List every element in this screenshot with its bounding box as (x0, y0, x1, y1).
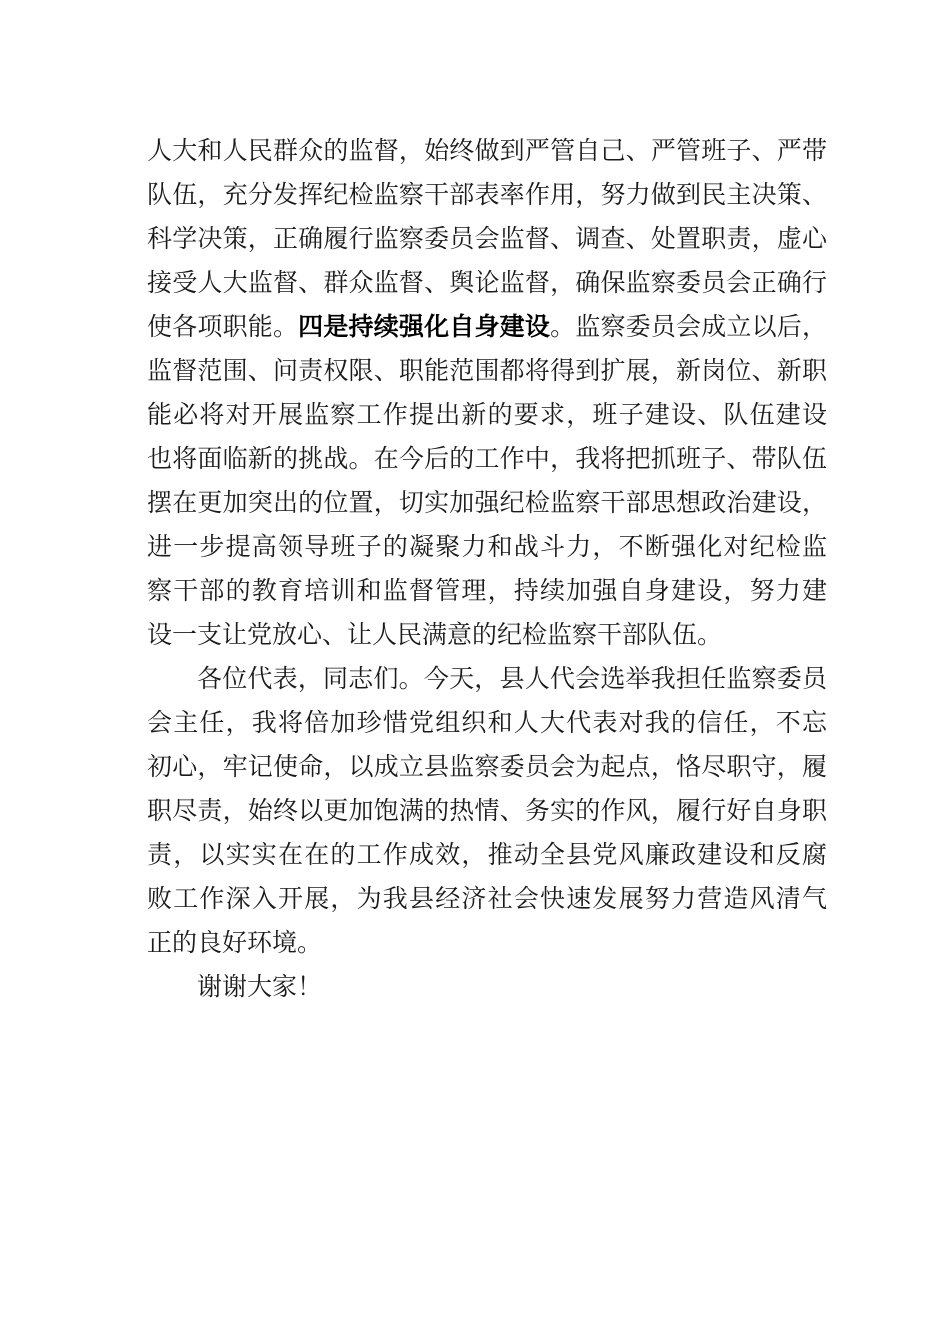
text-line: 进一步提高领导班子的凝聚力和战斗力，不断强化对纪检监 (147, 532, 827, 561)
text-line: 设一支让党放心、让人民满意的纪检监察干部队伍。 (147, 620, 723, 649)
text-line: 会主任，我将倍加珍惜党组织和人大代表对我的信任，不忘 (147, 708, 827, 737)
text-line: 各位代表，同志们。今天，县人代会选举我担任监察委员 (197, 664, 827, 693)
text-line: 察干部的教育培训和监督管理，持续加强自身建设，努力建 (147, 576, 827, 605)
text-line: 也将面临新的挑战。在今后的工作中，我将把抓班子、带队伍 (147, 444, 827, 473)
bold-heading: 四是持续强化自身建设 (298, 312, 551, 341)
document-body (147, 129, 827, 1009)
text-line (147, 305, 827, 349)
text-line: 监督范围、问责权限、职能范围都将得到扩展，新岗位、新职 (147, 356, 827, 385)
text-line: 能必将对开展监察工作提出新的要求，班子建设、队伍建设 (147, 400, 827, 429)
text-line: 接受人大监督、群众监督、舆论监督，确保监察委员会正确行 (147, 268, 827, 297)
text-line: 职尽责，始终以更加饱满的热情、务实的作风，履行好自身职 (147, 796, 827, 825)
text-line: 人大和人民群众的监督，始终做到严管自己、严管班子、严带 (147, 136, 827, 165)
text-line: 责，以实实在在的工作成效，推动全县党风廉政建设和反腐 (147, 840, 827, 869)
text-line: 正的良好环境。 (147, 928, 323, 957)
text-line: 摆在更加突出的位置，切实加强纪检监察干部思想政治建设， (147, 488, 827, 517)
text-segment: 。监察委员会成立以后， (550, 312, 827, 341)
text-line: 队伍，充分发挥纪检监察干部表率作用，努力做到民主决策、 (147, 180, 827, 209)
text-line: 科学决策，正确履行监察委员会监督、调查、处置职责，虚心 (147, 224, 827, 253)
text-line: 初心，牢记使命，以成立县监察委员会为起点，恪尽职守，履 (147, 752, 827, 781)
text-line: 谢谢大家！ (197, 972, 323, 1001)
text-line: 败工作深入开展，为我县经济社会快速发展努力营造风清气 (147, 884, 827, 913)
text-segment: 使各项职能。 (147, 312, 299, 341)
